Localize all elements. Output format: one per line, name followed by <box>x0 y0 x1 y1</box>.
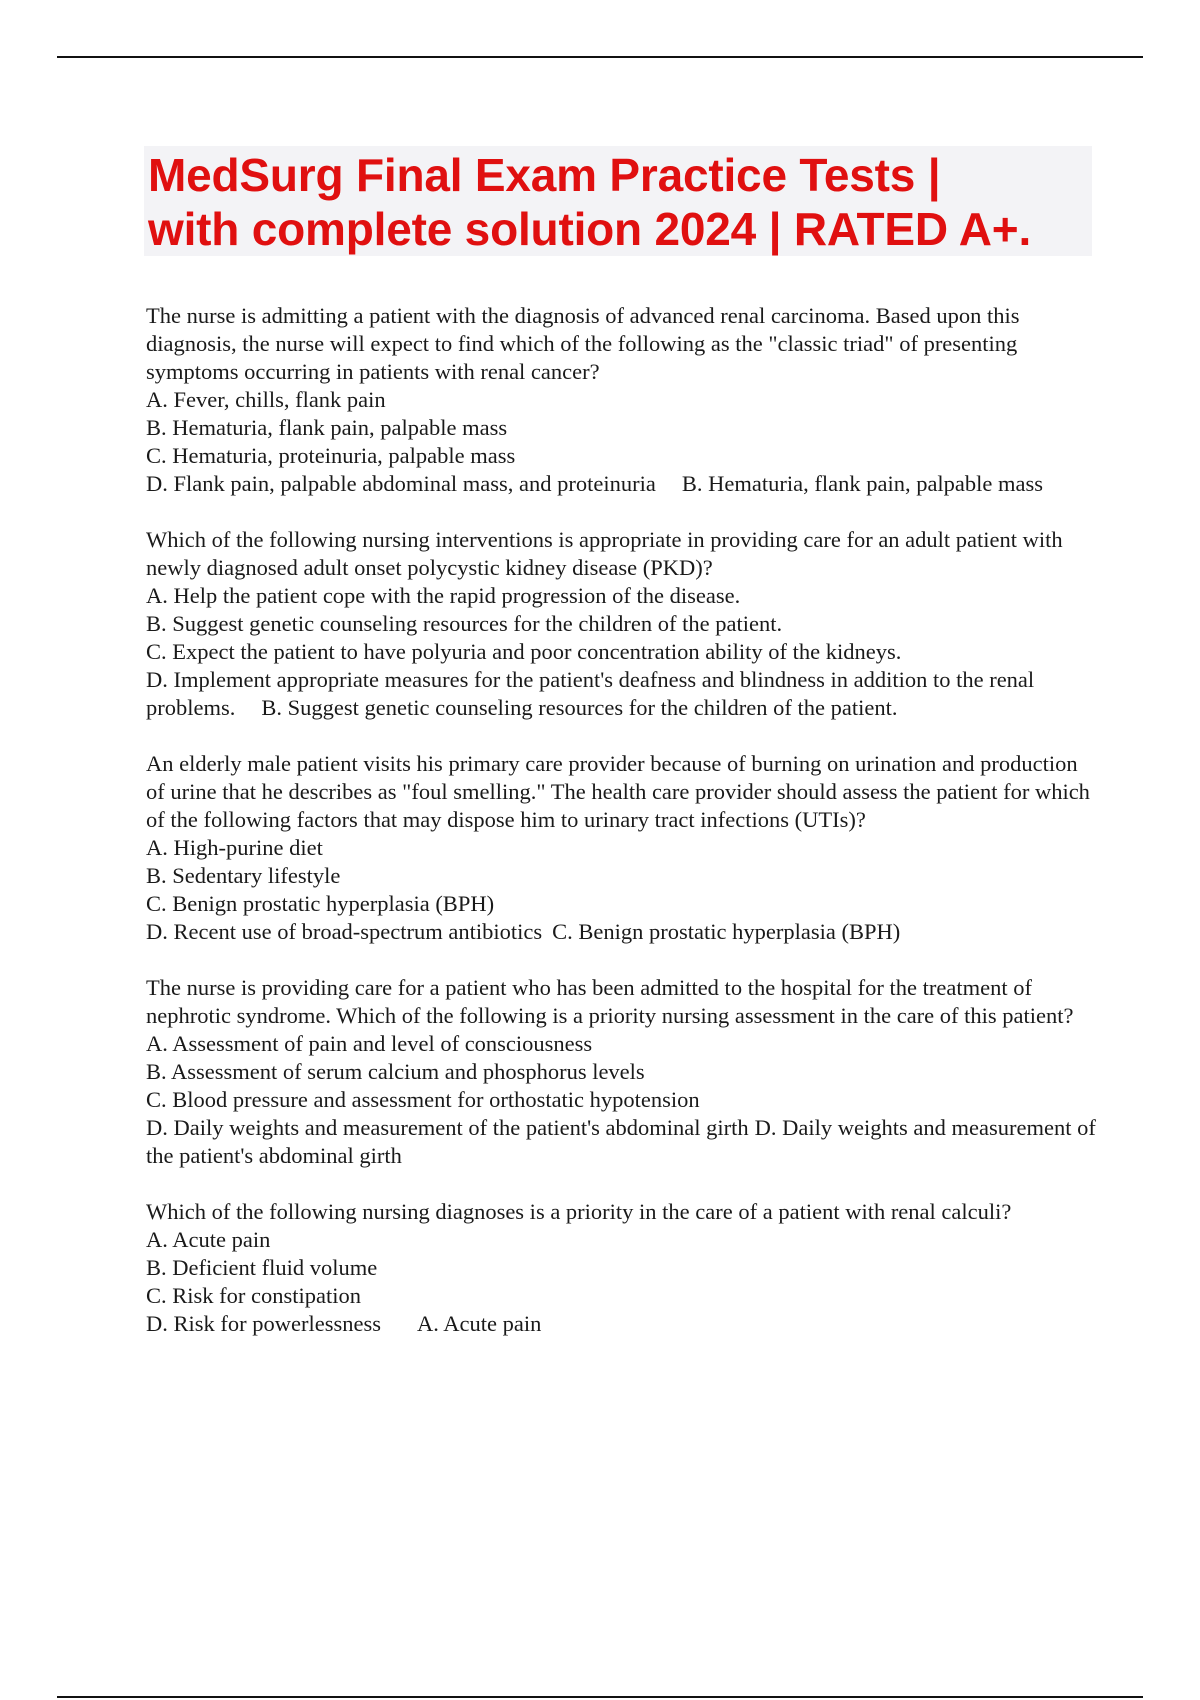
option-d: D. Implement appropriate measures for the patient's deafness and blindness in addition to the renal problems. <box>146 667 1035 720</box>
option-b: B. Assessment of serum calcium and phosphorus levels <box>146 1059 645 1084</box>
question-text: The nurse is admitting a patient with the diagnosis of advanced renal carcinoma. Based upon this diagnosis, the nurse will expect to find which of the following as the "classic triad" of presenting symptoms occurring in patients with renal cancer? <box>146 303 1020 384</box>
option-c: C. Risk for constipation <box>146 1283 361 1308</box>
document-title <box>148 148 1088 256</box>
title-line-2: with complete solution 2024 | RATED A+. <box>148 203 1032 255</box>
answer-text: D. Daily weights and measurement of the patient's abdominal girth <box>146 1115 1096 1168</box>
question-text: Which of the following nursing interventions is appropriate in providing care for an adult patient with newly diagnosed adult onset polycystic kidney disease (PKD)? <box>146 527 1063 580</box>
option-b: B. Sedentary lifestyle <box>146 863 341 888</box>
question-text: An elderly male patient visits his primary care provider because of burning on urination and production of urine that he describes as "foul smelling." The health care provider should assess the patient for which of the following factors that may dispose him to urinary tract infections (UTIs)? <box>146 751 1090 832</box>
option-a: A. Acute pain <box>146 1227 271 1252</box>
question-block <box>146 1198 1096 1338</box>
option-a: A. High-purine diet <box>146 835 323 860</box>
option-d-with-answer <box>146 918 1096 946</box>
question-block <box>146 302 1096 498</box>
question-block <box>146 750 1096 946</box>
footer-rule <box>57 1696 1143 1698</box>
option-d-with-answer <box>146 666 1096 722</box>
option-d: D. Recent use of broad-spectrum antibiotics <box>146 919 543 944</box>
option-a: A. Fever, chills, flank pain <box>146 387 386 412</box>
question-text: The nurse is providing care for a patient who has been admitted to the hospital for the treatment of nephrotic syndrome. Which of the following is a priority nursing assessment in the care of this patient? <box>146 975 1074 1028</box>
option-c: C. Blood pressure and assessment for orthostatic hypotension <box>146 1087 700 1112</box>
question-block <box>146 526 1096 722</box>
title-line-1: MedSurg Final Exam Practice Tests | <box>148 149 941 201</box>
question-list <box>146 302 1096 1366</box>
option-c: C. Benign prostatic hyperplasia (BPH) <box>146 891 495 916</box>
option-a: A. Help the patient cope with the rapid progression of the disease. <box>146 583 741 608</box>
option-b: B. Hematuria, flank pain, palpable mass <box>146 415 508 440</box>
option-d-with-answer <box>146 1114 1096 1170</box>
answer-text: B. Hematuria, flank pain, palpable mass <box>681 471 1044 496</box>
answer-text: A. Acute pain <box>416 1311 542 1336</box>
option-d-with-answer <box>146 470 1096 498</box>
option-c: C. Hematuria, proteinuria, palpable mass <box>146 443 516 468</box>
question-text: Which of the following nursing diagnoses is a priority in the care of a patient with renal calculi? <box>146 1199 1012 1224</box>
answer-text: B. Suggest genetic counseling resources for the children of the patient. <box>261 695 898 720</box>
option-d: D. Flank pain, palpable abdominal mass, and proteinuria <box>146 471 656 496</box>
option-c: C. Expect the patient to have polyuria and poor concentration ability of the kidneys. <box>146 639 902 664</box>
option-d: D. Daily weights and measurement of the patient's abdominal girth <box>146 1115 749 1140</box>
question-block <box>146 974 1096 1170</box>
option-d-with-answer <box>146 1310 1096 1338</box>
title-banner <box>144 146 1092 256</box>
option-b: B. Deficient fluid volume <box>146 1255 378 1280</box>
header-rule <box>57 56 1143 58</box>
option-a: A. Assessment of pain and level of consciousness <box>146 1031 593 1056</box>
answer-text: C. Benign prostatic hyperplasia (BPH) <box>552 919 901 944</box>
option-d: D. Risk for powerlessness <box>146 1311 381 1336</box>
option-b: B. Suggest genetic counseling resources for the children of the patient. <box>146 611 783 636</box>
